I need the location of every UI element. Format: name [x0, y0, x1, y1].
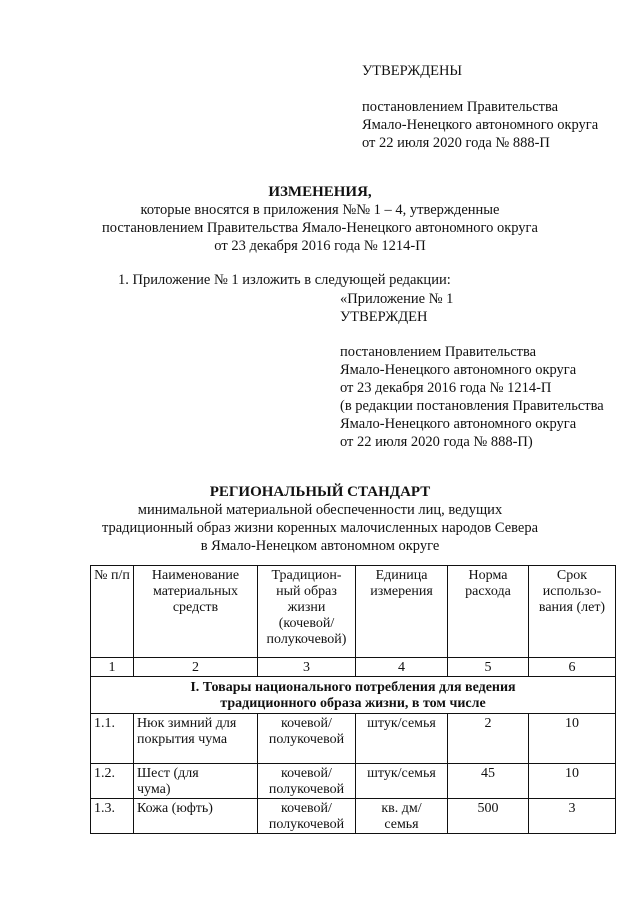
- row-name: Кожа (юфть): [134, 799, 258, 834]
- appendix-approval-line: постановлением Правительства: [340, 344, 537, 360]
- changes-subtitle-line: которые вносятся в приложения №№ 1 – 4, утвержденные: [140, 202, 500, 218]
- row-name: Шест (для чума): [134, 764, 258, 799]
- row-unit: кв. дм/ семья: [356, 799, 448, 834]
- header-unit: Единица измерения: [356, 566, 448, 658]
- column-number: 6: [529, 658, 616, 677]
- table-row: [91, 799, 616, 834]
- section-title: I. Товары национального потребления для ведения традиционного образа жизни, в том числе: [91, 677, 616, 714]
- header-mode: Традицион-ный образ жизни (кочевой/ полукочевой): [258, 566, 356, 658]
- standard-title: РЕГИОНАЛЬНЫЙ СТАНДАРТ: [209, 484, 431, 500]
- header-term: Срок использо-вания (лет): [529, 566, 616, 658]
- column-number: 4: [356, 658, 448, 677]
- appendix-approval-line: Ямало-Ненецкого автономного округа: [340, 416, 577, 432]
- header-name: Наименование материальных средств: [134, 566, 258, 658]
- column-number: 3: [258, 658, 356, 677]
- appendix-label: «Приложение № 1: [340, 291, 454, 307]
- column-number: 1: [91, 658, 134, 677]
- row-unit: штук/семья: [356, 764, 448, 799]
- standard-subtitle-line: минимальной материальной обеспеченности лиц, ведущих: [137, 502, 503, 518]
- row-norm: 500: [448, 799, 529, 834]
- appendix-approval-line: Ямало-Ненецкого автономного округа: [340, 362, 577, 378]
- row-mode: кочевой/ полукочевой: [258, 714, 356, 764]
- approval-line: от 22 июля 2020 года № 888-П: [362, 135, 550, 151]
- table-row: [91, 714, 616, 764]
- column-number: 2: [134, 658, 258, 677]
- row-norm: 45: [448, 764, 529, 799]
- header-norm: Норма расхода: [448, 566, 529, 658]
- row-term: 3: [529, 799, 616, 834]
- row-norm: 2: [448, 714, 529, 764]
- changes-subtitle-line: постановлением Правительства Ямало-Ненецкого автономного округа: [102, 220, 538, 236]
- header-number: № п/п: [91, 566, 134, 658]
- appendix-approved: УТВЕРЖДЕН: [340, 309, 428, 325]
- row-name: Нюк зимний для покрытия чума: [134, 714, 258, 764]
- row-term: 10: [529, 764, 616, 799]
- column-number: 5: [448, 658, 529, 677]
- table-header-row: [91, 566, 616, 658]
- standard-subtitle-line: в Ямало-Ненецком автономном округе: [200, 538, 440, 554]
- appendix-approval-line: от 23 декабря 2016 года № 1214-П: [340, 380, 552, 396]
- changes-title: ИЗМЕНЕНИЯ,: [268, 184, 372, 200]
- row-unit: штук/семья: [356, 714, 448, 764]
- standard-subtitle-line: традиционный образ жизни коренных малочисленных народов Севера: [101, 520, 539, 536]
- changes-subtitle-line: от 23 декабря 2016 года № 1214-П: [214, 238, 426, 254]
- row-mode: кочевой/ полукочевой: [258, 764, 356, 799]
- row-number: 1.2.: [91, 764, 134, 799]
- appendix-approval-line: (в редакции постановления Правительства: [340, 398, 604, 414]
- change-item-1: 1. Приложение № 1 изложить в следующей редакции:: [118, 272, 451, 288]
- table-section-row: [91, 677, 616, 714]
- approval-heading: УТВЕРЖДЕНЫ: [362, 63, 463, 79]
- standard-table: [90, 565, 616, 834]
- table-numbering-row: [91, 658, 616, 677]
- approval-line: постановлением Правительства: [362, 99, 559, 115]
- row-number: 1.1.: [91, 714, 134, 764]
- row-number: 1.3.: [91, 799, 134, 834]
- approval-line: Ямало-Ненецкого автономного округа: [362, 117, 599, 133]
- appendix-approval-line: от 22 июля 2020 года № 888-П): [340, 434, 533, 450]
- table-row: [91, 764, 616, 799]
- row-mode: кочевой/ полукочевой: [258, 799, 356, 834]
- row-term: 10: [529, 714, 616, 764]
